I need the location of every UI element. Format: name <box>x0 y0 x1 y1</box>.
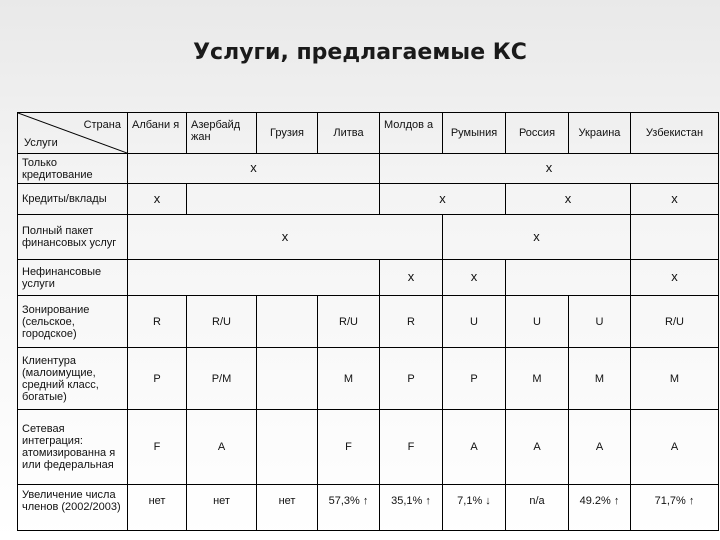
table-cell: M <box>506 348 569 410</box>
table-row <box>18 410 719 485</box>
table-cell: M <box>318 348 380 410</box>
table-cell: M <box>631 348 719 410</box>
cell-full-package-lithuania <box>128 215 443 260</box>
col-header-romania: Румыния <box>443 113 506 154</box>
row-label-zoning: Зонирование (сельское, городское) <box>18 296 128 348</box>
corner-country-label: Страна <box>83 119 121 131</box>
table-row <box>18 348 719 410</box>
row-label-loans-deposits: Кредиты/вклады <box>18 184 128 215</box>
table-row <box>18 260 719 296</box>
table-cell <box>257 296 318 348</box>
table-cell: R/U <box>187 296 257 348</box>
table-cell <box>257 410 318 485</box>
table-cell: R <box>128 296 187 348</box>
table-cell: F <box>128 410 187 485</box>
cell-full-package-ukraine <box>443 215 631 260</box>
row-label-member-growth: Увеличение числа членов (2002/2003) <box>18 485 128 531</box>
cell-nonfinancial-lithuania <box>380 260 443 296</box>
x-mark-icon: x <box>533 228 540 244</box>
row-label-credit-only: Только кредитование <box>18 154 128 184</box>
table-cell: P <box>380 348 443 410</box>
cell-credit-only-azerbaijan <box>128 154 380 184</box>
x-mark-icon: x <box>439 190 446 206</box>
table-cell: P/M <box>187 348 257 410</box>
table-cell: F <box>318 410 380 485</box>
table-cell: 71,7% ↑ <box>631 485 719 531</box>
col-header-moldova: Молдов а <box>380 113 443 154</box>
cell-loans-moldova <box>380 184 506 215</box>
col-header-azerbaijan: Азербайд жан <box>187 113 257 154</box>
table-cell: U <box>443 296 506 348</box>
x-mark-icon: x <box>671 269 678 284</box>
page-title: Услуги, предлагаемые КС <box>193 40 527 65</box>
services-table <box>17 112 719 531</box>
x-mark-icon: x <box>407 269 415 284</box>
table-cell: 49.2% ↑ <box>569 485 631 531</box>
cell-credit-only-romania <box>380 154 719 184</box>
table-row <box>18 184 719 215</box>
cell-empty <box>187 184 380 215</box>
col-header-uzbekistan: Узбекистан <box>631 113 719 154</box>
table-cell: P <box>443 348 506 410</box>
header-row <box>18 113 719 154</box>
table-cell: 7,1% ↓ <box>443 485 506 531</box>
table-cell <box>257 348 318 410</box>
table-cell: A <box>187 410 257 485</box>
table-row <box>18 485 719 531</box>
corner-cell <box>18 113 128 154</box>
cell-loans-albania <box>128 184 187 215</box>
table-cell: A <box>631 410 719 485</box>
row-label-network-integration: Сетевая интеграция: атомизированна я или федеральная <box>18 410 128 485</box>
table-cell: n/a <box>506 485 569 531</box>
row-label-full-package: Полный пакет финансовых услуг <box>18 215 128 260</box>
col-header-albania: Албани я <box>128 113 187 154</box>
cell-empty <box>128 260 380 296</box>
table-cell: A <box>569 410 631 485</box>
table-cell: нет <box>187 485 257 531</box>
x-mark-icon: x <box>671 190 678 206</box>
table-cell: 35,1% ↑ <box>380 485 443 531</box>
table-row <box>18 154 719 184</box>
table-cell: U <box>569 296 631 348</box>
col-header-lithuania: Литва <box>318 113 380 154</box>
table-cell: нет <box>257 485 318 531</box>
table-cell: R <box>380 296 443 348</box>
x-mark-icon: x <box>281 228 289 244</box>
cell-empty <box>506 260 631 296</box>
table-cell: A <box>506 410 569 485</box>
table-cell: нет <box>128 485 187 531</box>
cell-nonfinancial-moldova <box>443 260 506 296</box>
cell-empty <box>631 215 719 260</box>
table-row <box>18 215 719 260</box>
x-mark-icon: x <box>250 160 257 175</box>
table-cell: P <box>128 348 187 410</box>
x-mark-icon: x <box>545 160 553 175</box>
table-cell: 57,3% ↑ <box>318 485 380 531</box>
col-header-russia: Россия <box>506 113 569 154</box>
cell-loans-uzbekistan <box>631 184 719 215</box>
table-cell: F <box>380 410 443 485</box>
corner-services-label: Услуги <box>24 137 58 149</box>
table-cell: A <box>443 410 506 485</box>
col-header-ukraine: Украина <box>569 113 631 154</box>
cell-nonfinancial-ukraine <box>631 260 719 296</box>
row-label-clientele: Клиентура (малоимущие, средний класс, богатые) <box>18 348 128 410</box>
table-cell: R/U <box>631 296 719 348</box>
col-header-georgia: Грузия <box>257 113 318 154</box>
x-mark-icon: x <box>153 190 161 206</box>
table-cell: M <box>569 348 631 410</box>
x-mark-icon: x <box>470 269 478 284</box>
x-mark-icon: x <box>564 190 572 206</box>
cell-loans-russia <box>506 184 631 215</box>
table-cell: R/U <box>318 296 380 348</box>
table-cell: U <box>506 296 569 348</box>
table-row <box>18 296 719 348</box>
row-label-nonfinancial: Нефинансовые услуги <box>18 260 128 296</box>
